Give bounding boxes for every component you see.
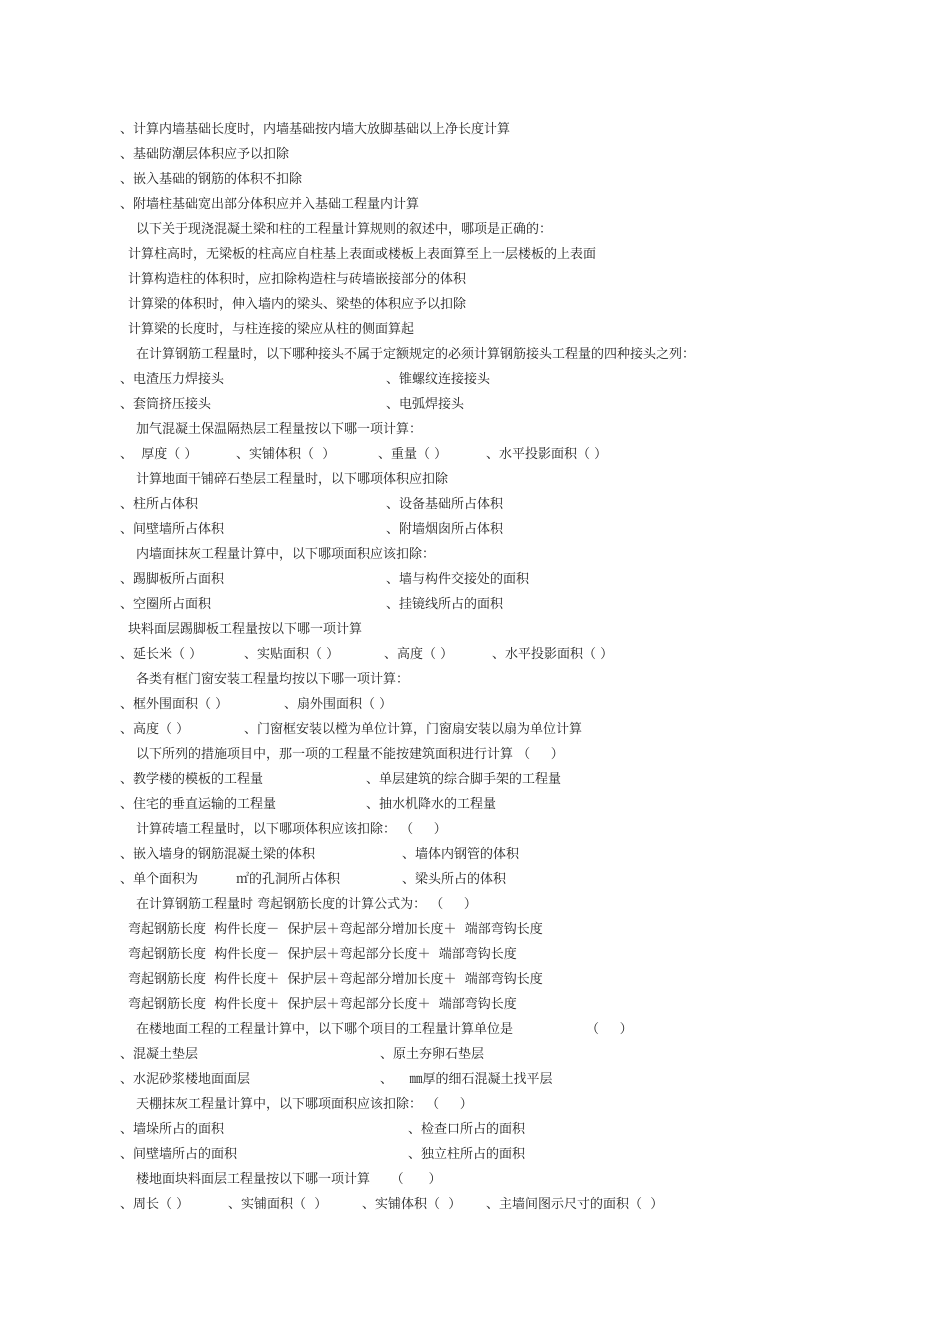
text-line: 计算柱高时，无梁板的柱高应自柱基上表面或楼板上表面算至上一层楼板的上表面 (128, 247, 597, 262)
option-d: 、水平投影面积（ ） (486, 447, 608, 462)
option-b: 、实铺体积（ ） (236, 447, 336, 462)
option-b: 弯起钢筋长度 构件长度－ 保护层＋弯起部分长度＋ 端部弯钩长度 (128, 947, 517, 962)
text-line: 以下所列的措施项目中，那一项的工程量不能按建筑面积进行计算 （ ） (136, 747, 564, 762)
option-d: 、门窗框安装以樘为单位计算，门窗扇安装以扇为单位计算 (244, 722, 583, 737)
text-line: 计算构造柱的体积时，应扣除构造柱与砖墙嵌接部分的体积 (128, 272, 467, 287)
text-line: 计算梁的体积时，伸入墙内的梁头、梁垫的体积应予以扣除 (128, 297, 467, 312)
text-line: 、嵌入基础的钢筋的体积不扣除 (120, 172, 303, 187)
option-b: 、单层建筑的综合脚手架的工程量 (366, 772, 562, 787)
option-d: 、附墙烟囱所占体积 (386, 522, 504, 537)
text-line: 计算砖墙工程量时，以下哪项体积应该扣除： （ ） (136, 822, 447, 837)
option-d: 、 ㎜厚的细石混凝土找平层 (380, 1072, 553, 1087)
option-b: 、扇外围面积（ ） (284, 697, 393, 712)
option-c: 、实铺体积（ ） (362, 1197, 462, 1212)
option-b: 、实铺面积（ ） (228, 1197, 328, 1212)
option-c: 、间壁墙所占体积 (120, 522, 225, 537)
option-b: 、设备基础所占体积 (386, 497, 504, 512)
option-a: 、电渣压力焊接头 (120, 372, 225, 387)
text-line: 、计算内墙基础长度时，内墙基础按内墙大放脚基础以上净长度计算 (120, 122, 511, 137)
option-d: 、挂镜线所占的面积 (386, 597, 504, 612)
option-a: 、周长（ ） (120, 1197, 190, 1212)
text-line: 楼地面块料面层工程量按以下哪一项计算 （ ） (136, 1172, 442, 1187)
option-c-cont: ㎡的孔洞所占体积 (236, 872, 341, 887)
option-b: 、实贴面积（ ） (244, 647, 340, 662)
option-b: 、锥螺纹连接接头 (386, 372, 491, 387)
option-a: 、教学楼的模板的工程量 (120, 772, 264, 787)
option-a: 、 厚度（ ） (120, 447, 198, 462)
text-line: 、基础防潮层体积应予以扣除 (120, 147, 290, 162)
text-line: 、附墙柱基础宽出部分体积应并入基础工程量内计算 (120, 197, 420, 212)
option-a: 、混凝土垫层 (120, 1047, 199, 1062)
text-line: 计算梁的长度时，与柱连接的梁应从柱的侧面算起 (128, 322, 415, 337)
option-a: 、踢脚板所占面积 (120, 572, 225, 587)
text-line: 在计算钢筋工程量时，以下哪种接头不属于定额规定的必须计算钢筋接头工程量的四种接头之列： (136, 347, 696, 362)
option-d: 弯起钢筋长度 构件长度＋ 保护层＋弯起部分长度＋ 端部弯钩长度 (128, 997, 517, 1012)
answer-blank: （ ） (586, 1022, 633, 1037)
option-c: 、高度（ ） (384, 647, 454, 662)
option-c: 、套筒挤压接头 (120, 397, 212, 412)
text-line: 加气混凝土保温隔热层工程量按以下哪一项计算： (136, 422, 423, 437)
option-c: 、住宅的垂直运输的工程量 (120, 797, 277, 812)
option-d: 、电弧焊接头 (386, 397, 465, 412)
option-b: 、墙体内钢管的体积 (402, 847, 520, 862)
text-line: 天棚抹灰工程量计算中，以下哪项面积应该扣除： （ ） (136, 1097, 473, 1112)
option-a: 弯起钢筋长度 构件长度－ 保护层＋弯起部分增加长度＋ 端部弯钩长度 (128, 922, 543, 937)
option-a: 、柱所占体积 (120, 497, 199, 512)
option-c: 、重量（ ） (378, 447, 448, 462)
option-a: 、延长米（ ） (120, 647, 203, 662)
option-c: 、空圈所占面积 (120, 597, 212, 612)
option-d: 、抽水机降水的工程量 (366, 797, 497, 812)
option-b: 、原土夯卵石垫层 (380, 1047, 485, 1062)
option-a: 、墙垛所占的面积 (120, 1122, 225, 1137)
text-line: 块料面层踢脚板工程量按以下哪一项计算 (128, 622, 363, 637)
option-a: 、框外围面积（ ） (120, 697, 229, 712)
option-c: 弯起钢筋长度 构件长度＋ 保护层＋弯起部分增加长度＋ 端部弯钩长度 (128, 972, 543, 987)
text-line: 计算地面干铺碎石垫层工程量时，以下哪项体积应扣除 (136, 472, 449, 487)
option-d: 、主墙间图示尺寸的面积（ ） (486, 1197, 664, 1212)
text-line: 各类有框门窗安装工程量均按以下哪一项计算： (136, 672, 410, 687)
option-c: 、单个面积为 (120, 872, 199, 887)
text-line: 在计算钢筋工程量时 弯起钢筋长度的计算公式为： （ ） (136, 897, 477, 912)
text-line: 以下关于现浇混凝土梁和柱的工程量计算规则的叙述中，哪项是正确的： (136, 222, 553, 237)
option-c: 、间壁墙所占的面积 (120, 1147, 238, 1162)
option-d: 、水平投影面积（ ） (492, 647, 614, 662)
option-d: 、梁头所占的体积 (402, 872, 507, 887)
text-line: 在楼地面工程的工程量计算中，以下哪个项目的工程量计算单位是 (136, 1022, 514, 1037)
option-c: 、高度（ ） (120, 722, 190, 737)
text-line: 内墙面抹灰工程量计算中，以下哪项面积应该扣除： (136, 547, 436, 562)
option-c: 、水泥砂浆楼地面面层 (120, 1072, 251, 1087)
option-b: 、墙与构件交接处的面积 (386, 572, 530, 587)
option-d: 、独立柱所占的面积 (408, 1147, 526, 1162)
option-b: 、检查口所占的面积 (408, 1122, 526, 1137)
option-a: 、嵌入墙身的钢筋混凝土梁的体积 (120, 847, 316, 862)
